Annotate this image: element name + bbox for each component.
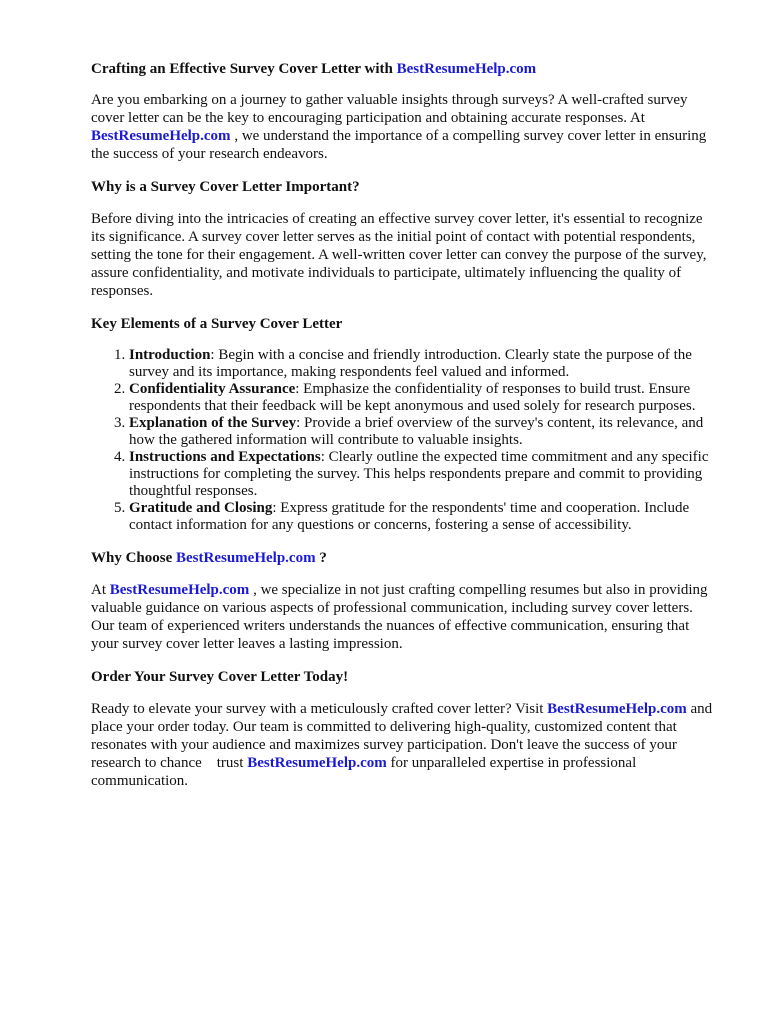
choose-heading-text-2: ? [315,550,327,566]
intro-text-1: Are you embarking on a journey to gather valuable insights through surveys? A well-crafted survey cover letter can be the key to encouraging participation and obtaining accurate responses. At [91,92,688,126]
choose-heading-link[interactable]: BestResumeHelp.com [176,550,316,566]
document-title [91,60,713,78]
key-elements-heading: Key Elements of a Survey Cover Letter [91,316,343,332]
title-link[interactable]: BestResumeHelp.com [396,61,537,77]
order-text-3: for unparalleled expertise in professional communication. [91,755,637,789]
list-item-term: Confidentiality Assurance [129,381,296,397]
list-item-desc: : Clearly outline the expected time commitment and any specific instructions for completing the survey. This helps respondents prepare and commit to providing thoughtful responses. [129,449,709,499]
intro-text-2: , we understand the importance of a compelling survey cover letter in ensuring the success of your research endeavors. [91,128,707,162]
list-item-term: Gratitude and Closing [129,500,273,516]
list-item-term: Introduction [129,347,211,363]
key-elements-list [91,347,713,534]
order-paragraph [91,700,713,790]
list-item-desc: : Express gratitude for the respondents' time and cooperation. Include contact information for any questions or concerns, fostering a sense of accessibility. [129,500,690,533]
order-heading: Order Your Survey Cover Letter Today! [91,669,349,685]
choose-text-1: At [91,582,110,598]
list-item-term: Explanation of the Survey [129,415,297,431]
list-item-desc: : Begin with a concise and friendly introduction. Clearly state the purpose of the survey and its importance, making respondents feel valued and informed. [129,347,692,380]
order-link-2[interactable]: BestResumeHelp.com [247,755,387,771]
intro-paragraph [91,91,713,163]
choose-link[interactable]: BestResumeHelp.com [109,582,250,598]
title-text: Crafting an Effective Survey Cover Letter with [91,61,397,77]
why-paragraph: Before diving into the intricacies of creating an effective survey cover letter, it's essential to recognize its significance. A survey cover letter serves as the initial point of contact with potential respondents, setting the tone for their engagement. A well-written cover letter can convey the purpose of the survey, assure confidentiality, and motivate individuals to participate, ultimately influencing the quality of responses. [91,211,707,299]
why-choose-heading [91,549,713,567]
list-item [129,415,713,449]
order-text-1: Ready to elevate your survey with a meticulously crafted cover letter? Visit [91,701,548,717]
list-item-desc: : Provide a brief overview of the survey's content, its relevance, and how the gathered information will contribute to valuable insights. [129,415,704,448]
list-item-term: Instructions and Expectations [129,449,321,465]
list-item [129,381,713,415]
choose-text-2: , we specialize in not just crafting compelling resumes but also in providing valuable guidance on various aspects of professional communication, including survey cover letters. Our team of experienced writers understands the nuances of effective communication, ensuring that your survey cover letter leaves a lasting impression. [91,582,708,652]
list-item [129,449,713,500]
why-heading: Why is a Survey Cover Letter Important? [91,179,360,195]
list-item [129,500,713,534]
choose-heading-text-1: Why Choose [91,550,177,566]
list-item [129,347,713,381]
order-link-1[interactable]: BestResumeHelp.com [547,701,687,717]
list-item-desc: : Emphasize the confidentiality of responses to build trust. Ensure respondents that their feedback will be kept anonymous and used solely for research purposes. [129,381,696,414]
order-text-2: and place your order today. Our team is committed to delivering high-quality, customized content that resonates with your audience and maximizes survey participation. Don't leave the success of your research to chance trust [91,701,713,771]
why-choose-paragraph [91,581,713,653]
intro-link[interactable]: BestResumeHelp.com [91,128,231,144]
